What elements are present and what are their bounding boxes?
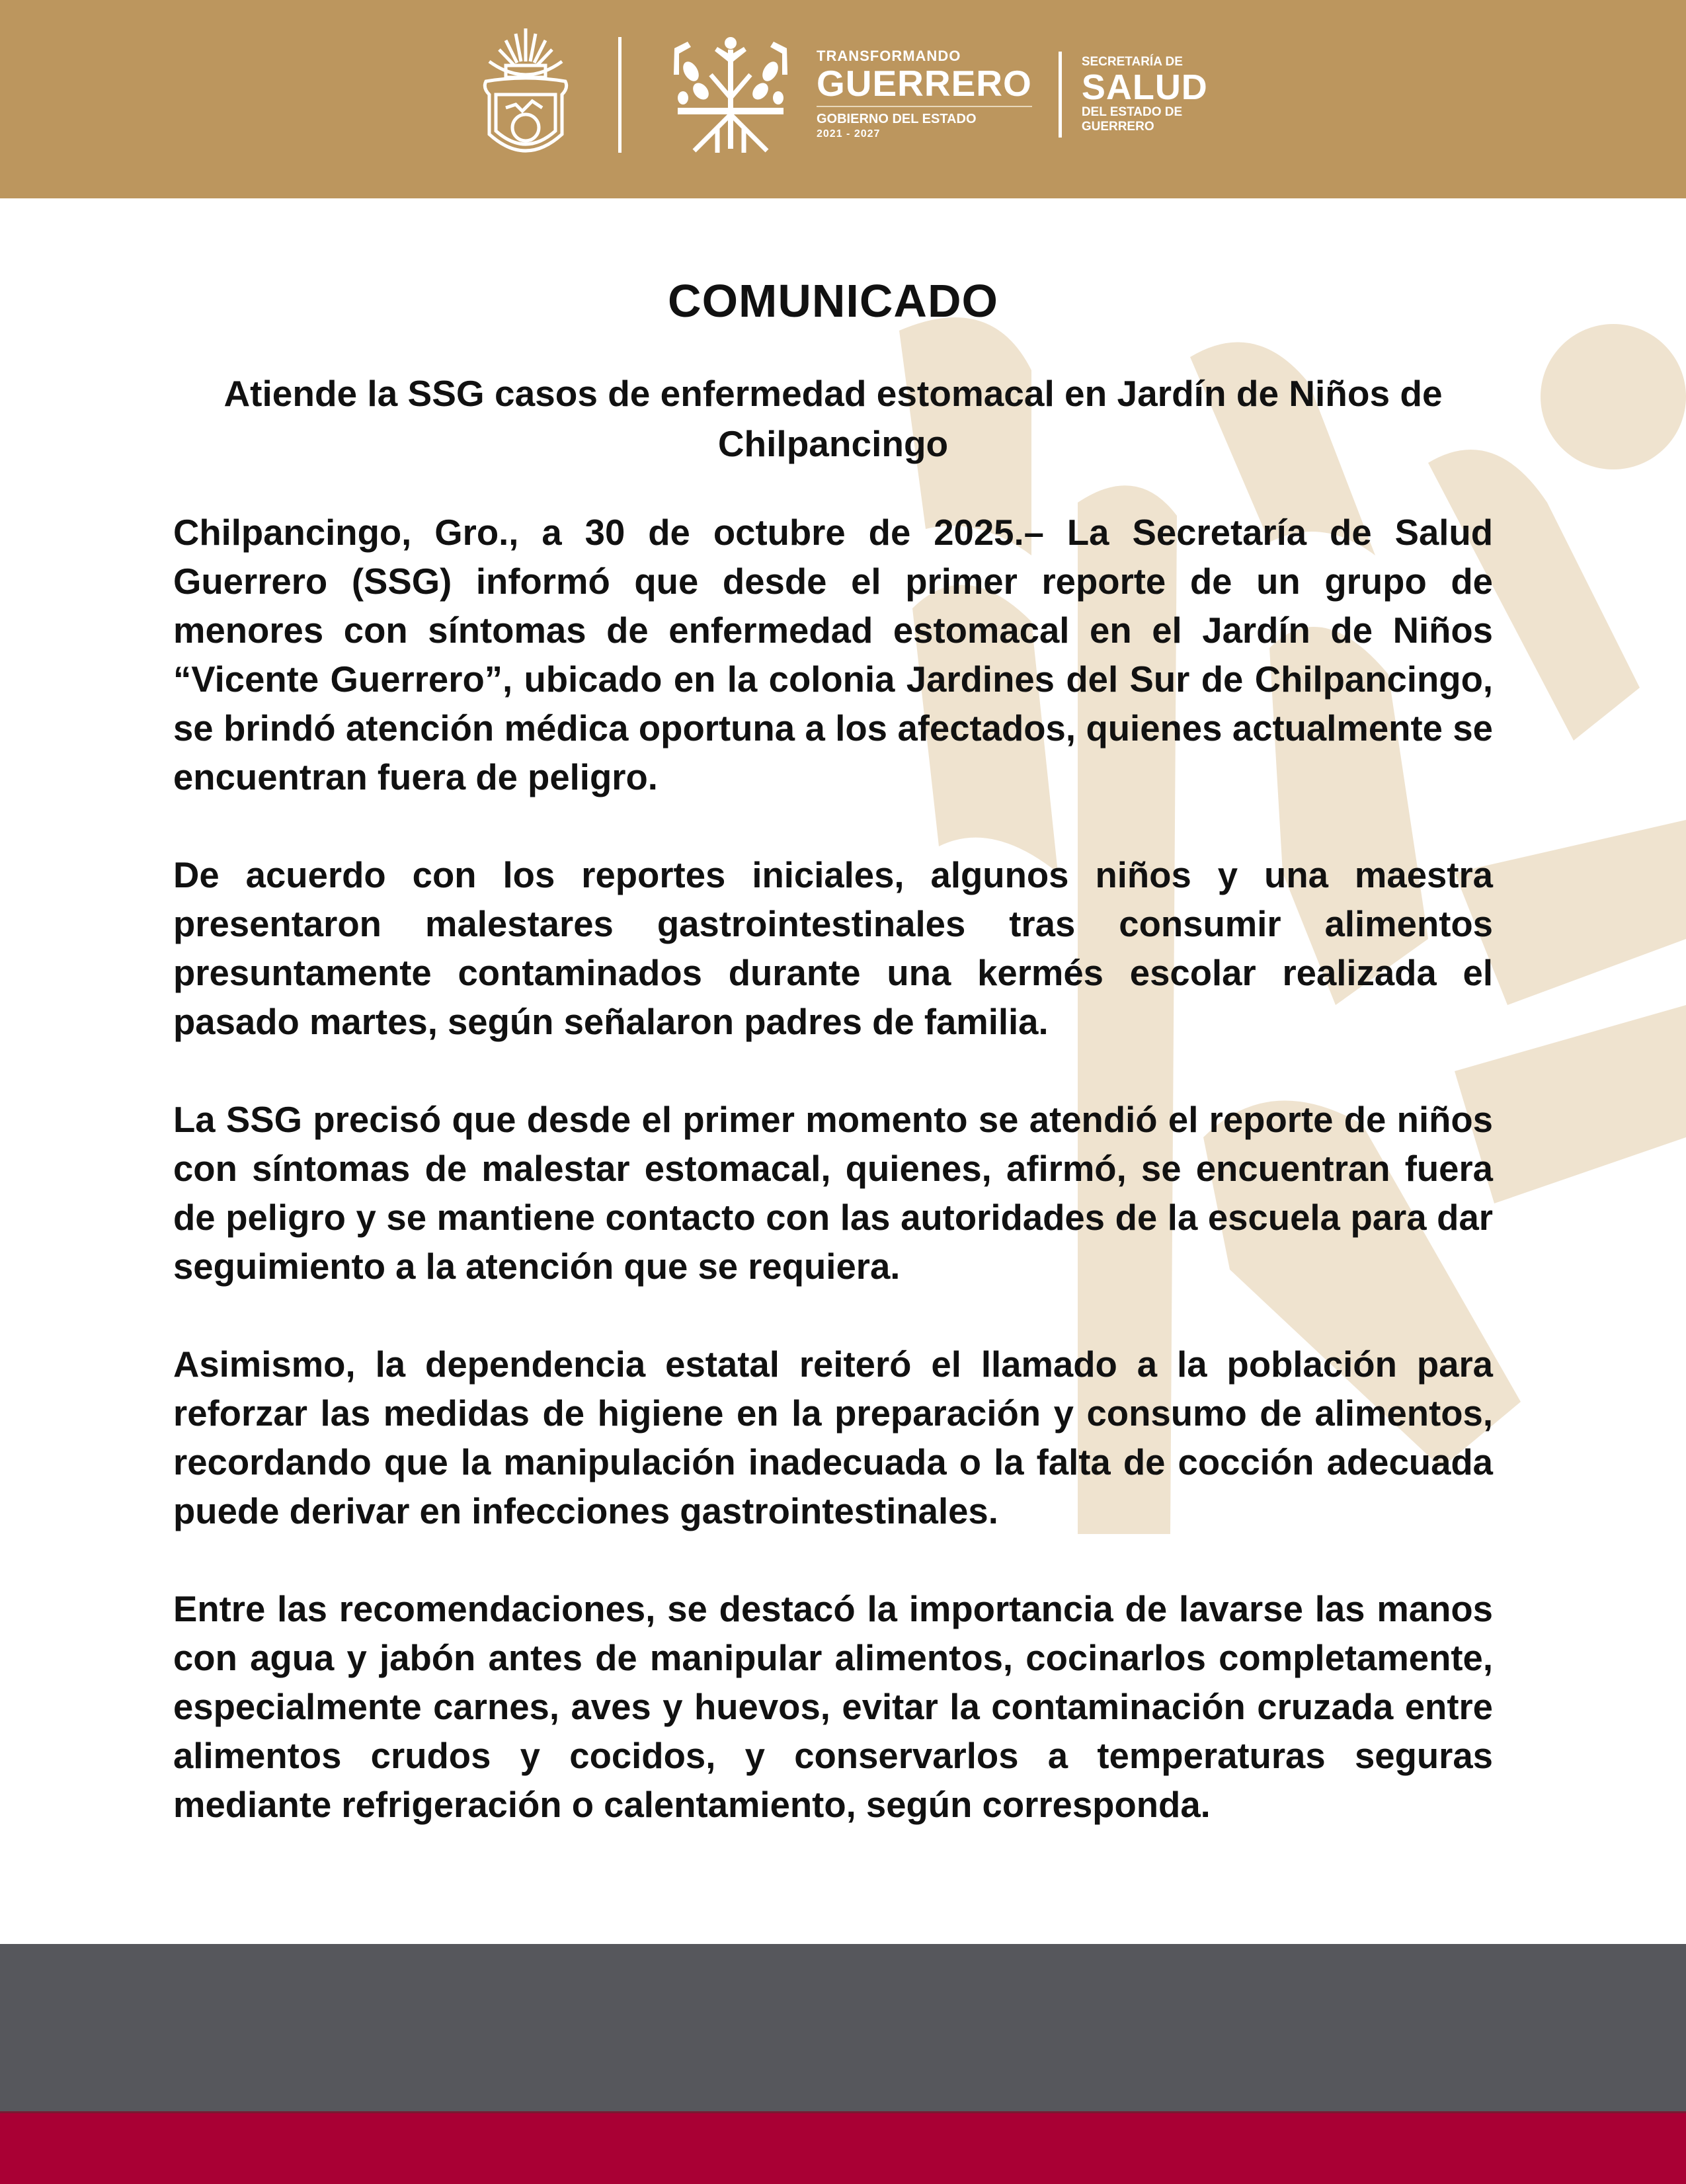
paragraph-initial-reports: De acuerdo con los reportes iniciales, algunos niños y una maestra presentaron malestares gastrointestinales tras consumir alimentos presuntamente contaminados durante una kermés escolar realizada el pasado martes, según señalaron padres de familia. [173,855,1493,1042]
government-brand [817,48,1032,142]
document-subtitle: Atiende la SSG casos de enfermedad estomacal en Jardín de Niños de Chilpancingo [223,373,1443,464]
government-state-name: GUERRERO [817,63,1032,104]
brand-divider [1059,52,1062,138]
header-divider [618,37,622,153]
transformando-guerrero-tree-icon [664,35,797,154]
paragraph-recommendations: Entre las recomendaciones, se destacó la importancia de lavarse las manos con agua y jabón antes de manipular alimentos, cocinarlos completamente, especialmente carnes, aves y huevos, evitar la contaminación cruzada entre alimentos crudos y cocidos, y conservarlos a temperaturas seguras mediante refrigeración o calentamiento, según corresponda. [173,1589,1493,1825]
document-paragraphs [173,508,1493,1830]
guerrero-label: GUERRERO [1081,120,1154,134]
estado-label: DEL ESTADO DE [1081,105,1183,119]
document-body [173,261,1493,1830]
salud-label: SALUD [1081,67,1208,107]
secretaria-salud-brand [1082,55,1208,134]
footer-gray-band [0,1944,1686,2111]
government-tagline: TRANSFORMANDO [817,48,961,64]
paragraph-ssg-attention: La SSG precisó que desde el primer momento se atendió el reporte de niños con síntomas de malestar estomacal, quienes, afirmó, se encuentran fuera de peligro y se mantiene contacto con las autoridades de la escuela para dar seguimiento a la atención que se requiera. [173,1100,1493,1287]
government-period: 2021 - 2027 [817,128,881,140]
government-subtitle: GOBIERNO DEL ESTADO [817,112,977,126]
footer-red-band [0,2111,1686,2184]
header-logos [476,19,1208,171]
government-rule [817,106,1032,107]
header-banner [0,0,1686,198]
paragraph-hygiene-call: Asimismo, la dependencia estatal reiteró el llamado a la población para reforzar las medidas de higiene en la preparación y consumo de alimentos, recordando que la manipulación inadecuada o la falta de cocción adecuada puede derivar en infecciones gastrointestinales. [173,1344,1493,1531]
guerrero-coat-of-arms-icon [476,22,575,167]
document-title: COMUNICADO [668,275,998,327]
secretaria-label: SECRETARÍA DE [1081,55,1183,69]
paragraph-lead: Chilpancingo, Gro., a 30 de octubre de 2025.– La Secretaría de Salud Guerrero (SSG) informó que desde el primer reporte de un grupo de menores con síntomas de enfermedad estomacal en el Jardín de Niños “Vicente Guerrero”, ubicado en la colonia Jardines del Sur de Chilpancingo, se brindó atención médica oportuna a los afectados, quienes actualmente se encuentran fuera de peligro. [173,512,1493,797]
